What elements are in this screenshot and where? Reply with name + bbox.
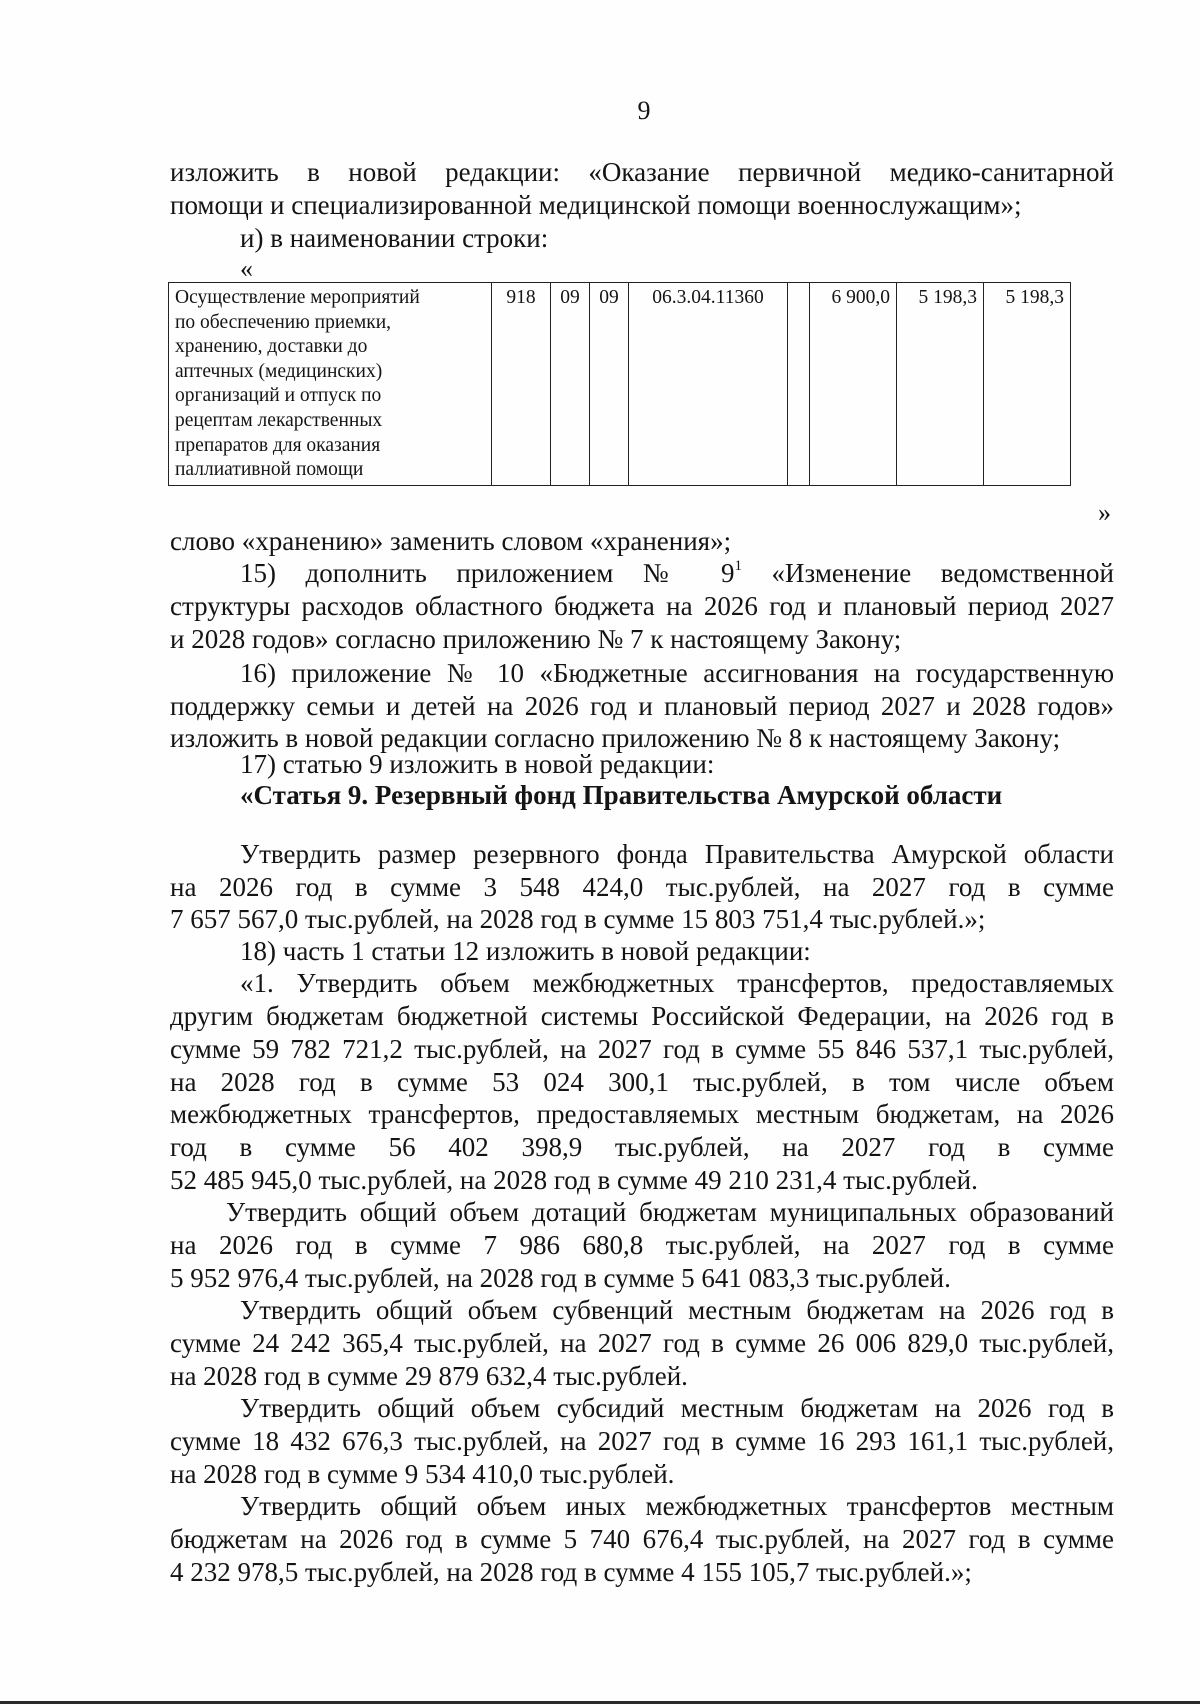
item-17: 17) статью 9 изложить в новой редакции: xyxy=(240,749,715,779)
article-9-title: «Статья 9. Резервный фонд Правительства Амурской области xyxy=(240,780,1003,810)
table-cell-name xyxy=(169,283,492,486)
table-name-line: организаций и отпуск по xyxy=(175,385,382,407)
table-name-line: препаратов для оказания xyxy=(175,434,381,456)
paragraph-line: 4 232 978,5 тыс.рублей, на 2028 год в сумме 4 155 105,7 тыс.рублей.»; xyxy=(170,1557,972,1587)
budget-table xyxy=(168,282,1071,486)
item-i: и) в наименовании строки: xyxy=(240,223,549,253)
subsidies-text: Утвердить общий объем субсидий местным бюджетам на 2026 год в xyxy=(240,1393,1114,1423)
scan-bottom-edge xyxy=(0,1701,1200,1704)
table-name-line: аптечных (медицинских) xyxy=(175,360,383,382)
subventions-text: Утвердить общий объем субвенций местным бюджетам на 2026 год в xyxy=(240,1295,1114,1325)
paragraph-line: 7 657 567,0 тыс.рублей, на 2028 год в сумме 15 803 751,4 тыс.рублей.»; xyxy=(170,904,986,934)
table-cell-section: 09 xyxy=(551,283,590,486)
table-cell-ministry: 918 xyxy=(492,283,551,486)
table-cell-target: 06.3.04.11360 xyxy=(629,283,788,486)
paragraph-line: сумме 59 782 721,2 тыс.рублей, на 2027 год в сумме 55 846 537,1 тыс.рублей, xyxy=(170,1034,1114,1064)
open-quote: « xyxy=(240,254,253,283)
item-18: 18) часть 1 статьи 12 изложить в новой редакции: xyxy=(240,936,811,966)
paragraph-line: структуры расходов областного бюджета на 2026 год и плановый период 2027 xyxy=(170,591,1114,621)
item-16: 16) приложение № 10 «Бюджетные ассигнования на государственную xyxy=(240,658,1114,688)
paragraph-line: на 2026 год в сумме 7 986 680,8 тыс.рублей, на 2027 год в сумме xyxy=(170,1230,1114,1260)
paragraph-line: 52 485 945,0 тыс.рублей, на 2028 год в сумме 49 210 231,4 тыс.рублей. xyxy=(170,1165,978,1195)
paragraph-line: другим бюджетам бюджетной системы Российской Федерации, на 2026 год в xyxy=(170,1001,1114,1031)
paragraph-line: изложить в новой редакции: «Оказание первичной медико-санитарной xyxy=(170,157,1114,187)
table-name-line: по обеспечению приемки, xyxy=(175,311,392,333)
table-name-line: Осуществление мероприятий xyxy=(175,287,420,308)
paragraph-line: 5 952 976,4 тыс.рублей, на 2028 год в сумме 5 641 083,3 тыс.рублей. xyxy=(170,1263,951,1293)
table-cell-subsection: 09 xyxy=(590,283,629,486)
paragraph-line: и 2028 годов» согласно приложению № 7 к настоящему Закону; xyxy=(170,624,902,654)
dotations-text: Утвердить общий объем дотаций бюджетам муниципальных образований xyxy=(226,1197,1114,1227)
paragraph-line: год в сумме 56 402 398,9 тыс.рублей, на 2027 год в сумме xyxy=(170,1132,1114,1162)
table-cell-2026: 6 900,0 xyxy=(810,283,897,486)
table-row xyxy=(169,283,1071,486)
paragraph-line: бюджетам на 2026 год в сумме 5 740 676,4 тыс.рублей, на 2027 год в сумме xyxy=(170,1524,1114,1554)
paragraph-line: изложить в новой редакции согласно приложению № 8 к настоящему Закону; xyxy=(170,723,1061,753)
paragraph-line: помощи и специализированной медицинской помощи военнослужащим»; xyxy=(170,190,1022,220)
replace-line: слово «хранению» заменить словом «хранения»; xyxy=(170,526,732,556)
paragraph-line: межбюджетных трансфертов, предоставляемых местным бюджетам, на 2026 xyxy=(170,1099,1114,1129)
paragraph-line: на 2026 год в сумме 3 548 424,0 тыс.рублей, на 2027 год в сумме xyxy=(170,872,1114,902)
other-transfers-text: Утвердить общий объем иных межбюджетных трансфертов местным xyxy=(240,1491,1114,1521)
table-name-line: паллиативной помощи xyxy=(175,459,364,481)
paragraph-line: сумме 24 242 365,4 тыс.рублей, на 2027 год в сумме 26 006 829,0 тыс.рублей, xyxy=(170,1328,1114,1358)
paragraph-line: на 2028 год в сумме 29 879 632,4 тыс.рублей. xyxy=(170,1361,688,1391)
table-cell-expense-type xyxy=(788,283,810,486)
article-9-text: Утвердить размер резервного фонда Правительства Амурской области xyxy=(240,839,1114,869)
table-cell-2028: 5 198,3 xyxy=(984,283,1071,486)
close-quote: » xyxy=(1098,498,1111,527)
item-15: 15) дополнить приложением № $9^1$ «Изменение ведомственной xyxy=(240,558,1114,588)
table-name-line: рецептам лекарственных xyxy=(175,409,383,431)
table-name-line: хранению, доставки до xyxy=(175,336,368,358)
paragraph-line: на 2028 год в сумме 53 024 300,1 тыс.рублей, в том числе объем xyxy=(170,1067,1114,1097)
table-cell-2027: 5 198,3 xyxy=(897,283,984,486)
paragraph-line: на 2028 год в сумме 9 534 410,0 тыс.рублей. xyxy=(170,1459,675,1489)
paragraph-line: поддержку семьи и детей на 2026 год и плановый период 2027 и 2028 годов» xyxy=(170,691,1114,721)
paragraph-line: сумме 18 432 676,3 тыс.рублей, на 2027 год в сумме 16 293 161,1 тыс.рублей, xyxy=(170,1426,1114,1456)
part-1-text: «1. Утвердить объем межбюджетных трансфертов, предоставляемых xyxy=(240,968,1114,998)
page-number: 9 xyxy=(637,96,651,125)
